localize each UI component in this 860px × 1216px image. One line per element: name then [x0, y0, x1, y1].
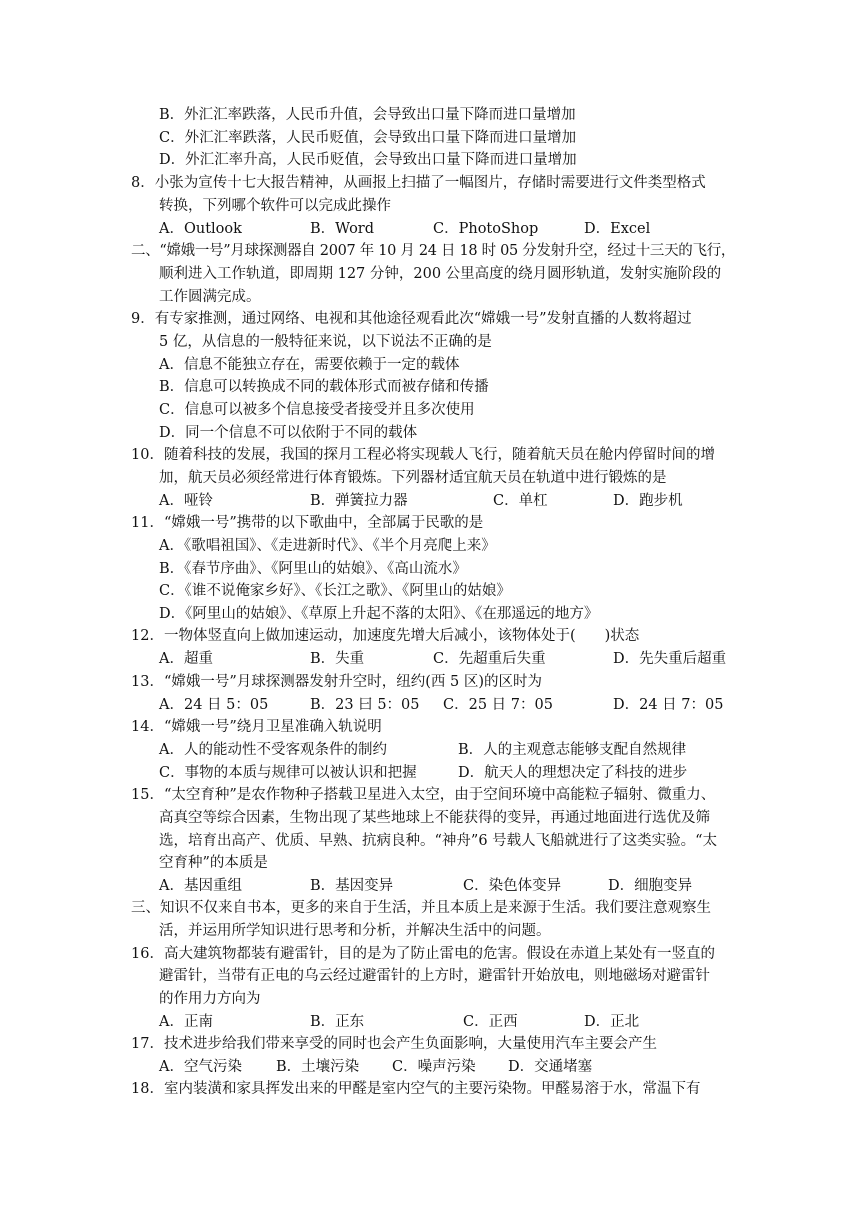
q11-option-b: B．《春节序曲》、《阿里山的姑娘》、《高山流水》 — [159, 561, 467, 577]
q17-stem: 17．技术进步给我们带来享受的同时也会产生负面影响，大量使用汽车主要会产生 — [131, 1036, 657, 1052]
q15-option-d: D．细胞变异 — [608, 878, 693, 894]
q15-option-b: B．基因变异 — [310, 878, 394, 894]
q15-stem-line4: 空育种”的本质是 — [159, 855, 268, 871]
q10-option-b: B．弹簧拉力器 — [310, 493, 408, 509]
q8-option-a: A．Outlook — [159, 221, 242, 237]
q14-option-b: B．人的主观意志能够支配自然规律 — [458, 742, 687, 758]
q15-stem-line2: 高真空等综合因素，生物出现了某些地球上不能获得的变异，再通过地面进行选优及筛 — [159, 810, 710, 826]
section-3-line2: 活，并运用所学知识进行思考和分析，并解决生活中的问题。 — [159, 923, 551, 939]
section-2-line1: 二、“嫦娥一号”月球探测器自 2007 年 10 月 24 日 18 时 05 分发射升空，经过十三天的飞行， — [131, 243, 736, 259]
q10-option-c: C．单杠 — [493, 493, 548, 509]
q12-stem: 12．一物体竖直向上做加速运动，加速度先增大后减小，该物体处于( )状态 — [131, 628, 640, 644]
q13-option-d: D．24 日 7：05 — [613, 697, 724, 713]
q14-option-d: D．航天人的理想决定了科技的进步 — [458, 765, 688, 781]
q16-stem-line2: 避雷针，当带有正电的乌云经过避雷针的上方时，避雷针开始放电，则地磁场对避雷针 — [159, 968, 710, 984]
q14-option-c: C．事物的本质与规律可以被认识和把握 — [159, 765, 417, 781]
q11-option-d: D．《阿里山的姑娘》、《草原上升起不落的太阳》、《在那遥远的地方》 — [159, 606, 599, 622]
q7-option-c: C．外汇汇率跌落，人民币贬值，会导致出口量下降而进口量增加 — [159, 130, 577, 146]
q8-option-b: B．Word — [310, 221, 375, 237]
q11-option-a: A．《歌唱祖国》、《走进新时代》、《半个月亮爬上来》 — [159, 538, 496, 554]
q9-option-a: A．信息不能独立存在，需要依赖于一定的载体 — [159, 357, 460, 373]
q16-stem-line1: 16．高大建筑物都装有避雷针，目的是为了防止雷电的危害。假设在赤道上某处有一竖直的 — [131, 946, 715, 962]
q14-option-a: A．人的能动性不受客观条件的制约 — [159, 742, 387, 758]
q8-option-d: D．Excel — [584, 221, 651, 237]
q10-stem-line2: 加，航天员必须经常进行体育锻炼。下列器材适宜航天员在轨道中进行锻炼的是 — [159, 470, 667, 486]
q10-stem-line1: 10．随着科技的发展，我国的探月工程必将实现载人飞行，随着航天员在舱内停留时间的增 — [131, 447, 715, 463]
q12-option-a: A．超重 — [159, 651, 213, 667]
q13-option-b: B．23 曰 5：05 — [310, 697, 420, 713]
q16-option-c: C．正西 — [463, 1014, 518, 1030]
q9-option-d: D．同一个信息不可以依附于不同的载体 — [159, 425, 418, 441]
q9-option-c: C．信息可以被多个信息接受者接受并且多次使用 — [159, 402, 475, 418]
q11-option-c: C．《谁不说俺家乡好》、《长江之歌》、《阿里山的姑娘》 — [159, 583, 511, 599]
q18-stem-line1: 18．室内装潢和家具挥发出来的甲醛是室内空气的主要污染物。甲醛易溶于水，常温下有 — [131, 1081, 701, 1097]
q12-option-b: B．失重 — [310, 651, 365, 667]
q16-stem-line3: 的作用力方向为 — [159, 991, 261, 1007]
q13-stem: 13．“嫦娥一号”月球探测器发射升空时，纽约(西 5 区)的区时为 — [131, 674, 543, 690]
q17-option-b: B．土壤污染 — [276, 1059, 360, 1075]
q7-option-b: B．外汇汇率跌落，人民币升值，会导致出口量下降而进口量增加 — [159, 107, 576, 123]
q16-option-b: B．正东 — [310, 1014, 365, 1030]
q15-option-c: C．染色体变异 — [463, 878, 562, 894]
q17-option-c: C．噪声污染 — [392, 1059, 476, 1075]
q9-option-b: B．信息可以转换成不同的载体形式而被存储和传播 — [159, 379, 489, 395]
q7-option-d: D．外汇汇率升高，人民币贬值，会导致出口量下降而进口量增加 — [159, 152, 577, 168]
section-2-line3: 工作圆满完成。 — [159, 289, 261, 305]
q10-option-d: D．跑步机 — [613, 493, 683, 509]
q17-option-a: A．空气污染 — [159, 1059, 242, 1075]
section-3-line1: 三、知识不仅来自书本，更多的来自于生活，并且本质上是来源于生活。我们要注意观察生 — [131, 900, 711, 916]
q8-option-c: C．PhotoShop — [433, 221, 539, 237]
q9-stem-line1: 9．有专家推测，通过网络、电视和其他途径观看此次“嫦娥一号”发射直播的人数将超过 — [131, 311, 692, 327]
section-2-line2: 顺利进入工作轨道，即周期 127 分钟，200 公里高度的绕月圆形轨道，发射实施阶段的 — [159, 266, 722, 282]
q15-option-a: A．基因重组 — [159, 878, 242, 894]
q11-stem: 11．“嫦娥一号”携带的以下歌曲中，全部属于民歌的是 — [131, 515, 484, 531]
q17-option-d: D．交通堵塞 — [508, 1059, 593, 1075]
q14-stem: 14．“嫦娥一号”绕月卫星准确入轨说明 — [131, 719, 382, 735]
q13-option-c: C．25 日 7：05 — [443, 697, 553, 713]
q15-stem-line1: 15．“太空育种”是农作物种子搭载卫星进入太空，由于空间环境中高能粒子辐射、微重力、 — [131, 787, 716, 803]
q13-option-a: A．24 日 5：05 — [159, 697, 269, 713]
q15-stem-line3: 选，培育出高产、优质、早熟、抗病良种。“神舟”6 号载人飞船就进行了这类实验。“太 — [159, 833, 718, 849]
q12-option-d: D．先失重后超重 — [613, 651, 727, 667]
q16-option-a: A．正南 — [159, 1014, 213, 1030]
q12-option-c: C．先超重后失重 — [433, 651, 546, 667]
q16-option-d: D．正北 — [584, 1014, 640, 1030]
q10-option-a: A．哑铃 — [159, 493, 213, 509]
q8-stem-line2: 转换，下列哪个软件可以完成此操作 — [159, 198, 391, 214]
q9-stem-line2: 5 亿，从信息的一般特征来说，以下说法不正确的是 — [159, 334, 492, 350]
q8-stem-line1: 8．小张为宣传十七大报告精神，从画报上扫描了一幅图片，存储时需要进行文件类型格式 — [131, 175, 706, 191]
